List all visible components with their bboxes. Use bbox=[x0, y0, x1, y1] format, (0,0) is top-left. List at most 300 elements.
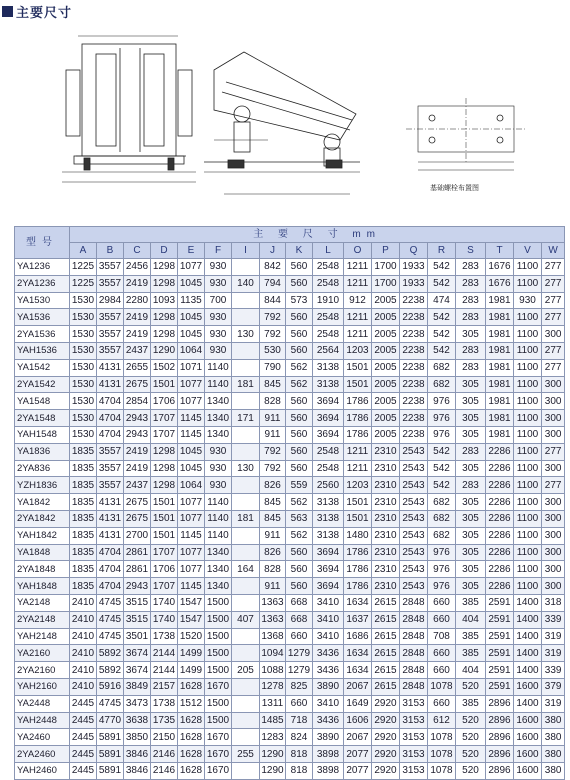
dimension-cell: 560 bbox=[286, 443, 313, 460]
dimension-cell: 1145 bbox=[178, 578, 205, 595]
dimension-cell: 283 bbox=[456, 342, 486, 359]
dimension-cell: 911 bbox=[260, 426, 286, 443]
dimension-cell: 2543 bbox=[400, 578, 428, 595]
dimension-cell: 2548 bbox=[313, 259, 344, 276]
column-header-l: L bbox=[313, 243, 344, 259]
dimension-cell: 560 bbox=[286, 393, 313, 410]
dimension-cell bbox=[232, 359, 260, 376]
dimension-cell: 660 bbox=[428, 594, 456, 611]
dimension-cell: 700 bbox=[205, 292, 232, 309]
column-header-j: J bbox=[260, 243, 286, 259]
table-row bbox=[15, 678, 565, 695]
dimension-cell: 1368 bbox=[260, 628, 286, 645]
table-row bbox=[15, 712, 565, 729]
dimension-cell: 682 bbox=[428, 376, 456, 393]
dimension-cell: 3436 bbox=[313, 712, 344, 729]
dimension-cell: 300 bbox=[542, 527, 565, 544]
dimension-cell: 1706 bbox=[151, 393, 178, 410]
dimension-cell: 912 bbox=[344, 292, 372, 309]
dimension-cell: 1100 bbox=[514, 393, 542, 410]
dimension-cell: 277 bbox=[542, 359, 565, 376]
dimension-cell: 1740 bbox=[151, 611, 178, 628]
dimension-cell: 2848 bbox=[400, 611, 428, 628]
dimension-cell: 560 bbox=[286, 578, 313, 595]
dimension-cell: 3850 bbox=[124, 729, 151, 746]
dimension-cell: 1547 bbox=[178, 611, 205, 628]
table-row bbox=[15, 359, 565, 376]
dimension-cell: 2543 bbox=[400, 443, 428, 460]
dimension-cell: 3436 bbox=[313, 662, 344, 679]
dimension-cell: 3694 bbox=[313, 393, 344, 410]
model-cell: YA2160 bbox=[15, 645, 70, 662]
dimension-cell: 1738 bbox=[151, 695, 178, 712]
table-row bbox=[15, 729, 565, 746]
dimension-cell: 300 bbox=[542, 561, 565, 578]
dimension-cell: 1400 bbox=[514, 594, 542, 611]
column-header-o: O bbox=[344, 243, 372, 259]
model-cell: 2YA2148 bbox=[15, 611, 70, 628]
dimension-cell: 560 bbox=[286, 342, 313, 359]
dimension-cell bbox=[232, 645, 260, 662]
table-row bbox=[15, 376, 565, 393]
dimension-cell: 1501 bbox=[151, 376, 178, 393]
dimension-cell: 305 bbox=[456, 527, 486, 544]
dimension-cell: 2005 bbox=[372, 309, 400, 326]
vibrating-screen-drawing bbox=[0, 22, 570, 222]
dimension-cell: 1530 bbox=[70, 326, 97, 343]
dimension-cell: 2445 bbox=[70, 729, 97, 746]
dimension-cell: 2615 bbox=[372, 662, 400, 679]
dimension-cell: 2146 bbox=[151, 746, 178, 763]
dimension-cell: 4745 bbox=[97, 695, 124, 712]
dimension-cell: 283 bbox=[456, 259, 486, 276]
dimension-cell: 2286 bbox=[486, 544, 514, 561]
dimension-cell: 2410 bbox=[70, 594, 97, 611]
dimension-cell: 1634 bbox=[344, 594, 372, 611]
dimension-cell: 3557 bbox=[97, 309, 124, 326]
dimension-cell: 2410 bbox=[70, 662, 97, 679]
dimension-cell: 1501 bbox=[151, 494, 178, 511]
dimension-cell: 828 bbox=[260, 393, 286, 410]
dimension-cell: 1649 bbox=[344, 695, 372, 712]
dimension-cell: 1064 bbox=[178, 342, 205, 359]
dimension-cell: 2861 bbox=[124, 561, 151, 578]
dimension-cell bbox=[232, 259, 260, 276]
dimension-cell: 1045 bbox=[178, 275, 205, 292]
dimension-cell: 1340 bbox=[205, 544, 232, 561]
dimension-cell: 283 bbox=[456, 275, 486, 292]
dimension-cell: 305 bbox=[456, 578, 486, 595]
dimension-cell: 2548 bbox=[313, 443, 344, 460]
dimension-cell: 2920 bbox=[372, 695, 400, 712]
dimension-cell: 542 bbox=[428, 259, 456, 276]
dimension-cell: 1706 bbox=[151, 561, 178, 578]
dimension-cell: 520 bbox=[456, 678, 486, 695]
dimension-cell: 3153 bbox=[400, 712, 428, 729]
dimension-cell: 277 bbox=[542, 259, 565, 276]
dimension-cell: 930 bbox=[205, 309, 232, 326]
dimension-cell: 2005 bbox=[372, 326, 400, 343]
dimension-cell: 3846 bbox=[124, 762, 151, 779]
model-cell: YAH2448 bbox=[15, 712, 70, 729]
dimension-cell: 140 bbox=[232, 275, 260, 292]
dimensions-table bbox=[14, 226, 565, 780]
dimension-cell: 3557 bbox=[97, 460, 124, 477]
dimension-cell: 976 bbox=[428, 544, 456, 561]
dimension-cell: 380 bbox=[542, 712, 565, 729]
dimension-cell: 1707 bbox=[151, 426, 178, 443]
dimension-cell: 560 bbox=[286, 259, 313, 276]
dimension-cell: 682 bbox=[428, 494, 456, 511]
dimension-cell: 305 bbox=[456, 460, 486, 477]
dimension-cell: 520 bbox=[456, 712, 486, 729]
dimension-cell: 339 bbox=[542, 611, 565, 628]
column-header-s: S bbox=[456, 243, 486, 259]
dimension-cell: 1340 bbox=[205, 426, 232, 443]
dimension-cell: 4131 bbox=[97, 494, 124, 511]
dimension-cell: 1045 bbox=[178, 460, 205, 477]
dimension-cell: 1400 bbox=[514, 645, 542, 662]
model-header: 型号 bbox=[15, 227, 70, 259]
dimension-cell: 1100 bbox=[514, 376, 542, 393]
dimension-cell: 1100 bbox=[514, 494, 542, 511]
dimension-cell: 1135 bbox=[178, 292, 205, 309]
dimension-cell: 1600 bbox=[514, 729, 542, 746]
dimension-cell: 2848 bbox=[400, 628, 428, 645]
dimension-cell: 1211 bbox=[344, 309, 372, 326]
dimension-cell: 3849 bbox=[124, 678, 151, 695]
dimension-cell: 2675 bbox=[124, 494, 151, 511]
dimension-cell: 1140 bbox=[205, 527, 232, 544]
dimension-cell: 2655 bbox=[124, 359, 151, 376]
dimension-cell: 2419 bbox=[124, 309, 151, 326]
dimension-cell: 792 bbox=[260, 326, 286, 343]
side-view bbox=[204, 52, 360, 194]
dimension-cell: 844 bbox=[260, 292, 286, 309]
model-cell: 2YA1548 bbox=[15, 410, 70, 427]
table-row bbox=[15, 275, 565, 292]
dimension-cell: 2005 bbox=[372, 376, 400, 393]
dimension-cell: 1480 bbox=[344, 527, 372, 544]
dimension-cell: 1100 bbox=[514, 527, 542, 544]
dimension-cell: 2920 bbox=[372, 746, 400, 763]
dimension-cell: 1211 bbox=[344, 443, 372, 460]
model-cell: YA1836 bbox=[15, 443, 70, 460]
dimension-cell: 911 bbox=[260, 578, 286, 595]
dimension-cell: 790 bbox=[260, 359, 286, 376]
dimension-cell: 2144 bbox=[151, 662, 178, 679]
dimension-cell: 560 bbox=[286, 326, 313, 343]
dimension-cell bbox=[232, 628, 260, 645]
dimension-cell bbox=[232, 762, 260, 779]
dimension-cell: 2848 bbox=[400, 645, 428, 662]
dimension-cell: 3898 bbox=[313, 762, 344, 779]
table-row bbox=[15, 259, 565, 276]
dimension-cell: 560 bbox=[286, 426, 313, 443]
dimension-cell: 668 bbox=[286, 594, 313, 611]
dimension-cell: 1628 bbox=[178, 729, 205, 746]
dimension-cell: 1283 bbox=[260, 729, 286, 746]
dimension-cell: 2005 bbox=[372, 342, 400, 359]
dimension-cell: 1145 bbox=[178, 426, 205, 443]
dimension-cell: 562 bbox=[286, 527, 313, 544]
table-row bbox=[15, 611, 565, 628]
dimension-cell: 3138 bbox=[313, 376, 344, 393]
dimension-cell: 682 bbox=[428, 527, 456, 544]
dimension-cell: 1686 bbox=[344, 628, 372, 645]
dimension-cell: 2410 bbox=[70, 678, 97, 695]
table-column-header-row bbox=[15, 243, 565, 259]
model-cell: YAH1548 bbox=[15, 426, 70, 443]
dimension-cell bbox=[232, 678, 260, 695]
dimension-cell: 1628 bbox=[178, 678, 205, 695]
dimension-cell: 1735 bbox=[151, 712, 178, 729]
dimension-cell: 563 bbox=[286, 510, 313, 527]
dimension-cell: 380 bbox=[542, 729, 565, 746]
dimension-cell: 1340 bbox=[205, 578, 232, 595]
dimension-cell: 305 bbox=[456, 376, 486, 393]
dimension-cell: 1670 bbox=[205, 746, 232, 763]
model-cell: YA2460 bbox=[15, 729, 70, 746]
dimension-cell: 300 bbox=[542, 426, 565, 443]
dimension-cell: 4131 bbox=[97, 527, 124, 544]
dimension-cell: 4131 bbox=[97, 510, 124, 527]
dimension-cell: 2310 bbox=[372, 477, 400, 494]
dimension-cell: 4704 bbox=[97, 393, 124, 410]
model-cell: YA1848 bbox=[15, 544, 70, 561]
dimension-cell: 2067 bbox=[344, 678, 372, 695]
dimension-cell: 2286 bbox=[486, 494, 514, 511]
dimension-cell: 1981 bbox=[486, 326, 514, 343]
dimension-cell: 3138 bbox=[313, 359, 344, 376]
dimension-cell: 520 bbox=[456, 746, 486, 763]
dimension-cell: 1298 bbox=[151, 309, 178, 326]
model-cell: YAH2460 bbox=[15, 762, 70, 779]
dimension-cell: 5892 bbox=[97, 645, 124, 662]
dimension-cell: 976 bbox=[428, 578, 456, 595]
dimension-cell: 3557 bbox=[97, 443, 124, 460]
dimension-cell: 1981 bbox=[486, 309, 514, 326]
dimension-cell: 1500 bbox=[205, 645, 232, 662]
dimension-cell: 1078 bbox=[428, 678, 456, 695]
dimension-cell: 181 bbox=[232, 510, 260, 527]
dimension-cell: 3410 bbox=[313, 628, 344, 645]
dimension-cell: 1634 bbox=[344, 662, 372, 679]
dimension-cell: 2848 bbox=[400, 662, 428, 679]
dimension-cell: 1093 bbox=[151, 292, 178, 309]
dimension-cell: 1628 bbox=[178, 746, 205, 763]
dimension-cell: 1502 bbox=[151, 359, 178, 376]
dimension-cell: 319 bbox=[542, 628, 565, 645]
dimension-cell: 2943 bbox=[124, 410, 151, 427]
column-header-c: C bbox=[124, 243, 151, 259]
model-cell: YA1542 bbox=[15, 359, 70, 376]
dimension-cell: 2410 bbox=[70, 628, 97, 645]
dimension-cell: 2896 bbox=[486, 712, 514, 729]
dimension-cell: 2146 bbox=[151, 762, 178, 779]
dimension-cell: 1500 bbox=[205, 695, 232, 712]
dimension-cell: 976 bbox=[428, 561, 456, 578]
dimension-cell: 1786 bbox=[344, 393, 372, 410]
table-row bbox=[15, 746, 565, 763]
dimension-cell: 1094 bbox=[260, 645, 286, 662]
dimension-cell: 2675 bbox=[124, 510, 151, 527]
dimension-cell: 3153 bbox=[400, 729, 428, 746]
dimension-cell: 1520 bbox=[178, 628, 205, 645]
dimension-cell: 1290 bbox=[260, 746, 286, 763]
page-header bbox=[2, 2, 72, 20]
dimension-cell: 1211 bbox=[344, 275, 372, 292]
dimension-cell: 1140 bbox=[205, 359, 232, 376]
dimension-cell: 2943 bbox=[124, 578, 151, 595]
model-cell: YA2148 bbox=[15, 594, 70, 611]
dimension-cell: 2310 bbox=[372, 561, 400, 578]
dimension-cell: 1501 bbox=[151, 527, 178, 544]
dimension-cell: 845 bbox=[260, 376, 286, 393]
dimension-cell: 682 bbox=[428, 510, 456, 527]
dimension-cell: 2310 bbox=[372, 578, 400, 595]
dimension-cell: 1981 bbox=[486, 359, 514, 376]
dimension-cell: 2548 bbox=[313, 460, 344, 477]
dimension-cell: 1676 bbox=[486, 259, 514, 276]
dimension-cell: 1211 bbox=[344, 326, 372, 343]
dimension-cell: 1278 bbox=[260, 678, 286, 695]
dimension-cell: 2419 bbox=[124, 460, 151, 477]
bolt-layout-caption: 基础螺栓布置图 bbox=[430, 184, 479, 192]
dimension-cell: 300 bbox=[542, 393, 565, 410]
table-row bbox=[15, 578, 565, 595]
table-row bbox=[15, 292, 565, 309]
dimension-cell: 1225 bbox=[70, 275, 97, 292]
dimension-cell: 660 bbox=[286, 628, 313, 645]
model-cell: 2YA836 bbox=[15, 460, 70, 477]
table-body bbox=[15, 259, 565, 780]
dimension-cell: 4131 bbox=[97, 359, 124, 376]
model-cell: YA1536 bbox=[15, 309, 70, 326]
dimension-cell bbox=[232, 544, 260, 561]
model-cell: 2YA1842 bbox=[15, 510, 70, 527]
dimension-cell: 3473 bbox=[124, 695, 151, 712]
dimension-cell: 930 bbox=[205, 259, 232, 276]
dimension-cell: 1140 bbox=[205, 376, 232, 393]
dimension-cell bbox=[232, 494, 260, 511]
dimension-cell: 3557 bbox=[97, 326, 124, 343]
dimension-cell: 1700 bbox=[372, 275, 400, 292]
dimension-cell: 542 bbox=[428, 326, 456, 343]
dimension-cell: 277 bbox=[542, 443, 565, 460]
dimension-cell: 718 bbox=[286, 712, 313, 729]
model-cell: YAH1536 bbox=[15, 342, 70, 359]
table-row bbox=[15, 510, 565, 527]
dimension-cell: 1933 bbox=[400, 275, 428, 292]
dimension-cell: 2150 bbox=[151, 729, 178, 746]
dimension-cell: 277 bbox=[542, 292, 565, 309]
dimension-cell: 1786 bbox=[344, 578, 372, 595]
dimension-cell: 2615 bbox=[372, 628, 400, 645]
dimension-cell: 283 bbox=[456, 359, 486, 376]
dimension-cell: 1340 bbox=[205, 410, 232, 427]
dimension-cell: 5891 bbox=[97, 729, 124, 746]
dimension-cell: 1298 bbox=[151, 259, 178, 276]
dimension-cell: 560 bbox=[286, 410, 313, 427]
dimension-cell: 385 bbox=[456, 695, 486, 712]
dimension-cell: 1100 bbox=[514, 544, 542, 561]
dimension-cell: 1078 bbox=[428, 729, 456, 746]
dimension-cell: 1077 bbox=[178, 494, 205, 511]
table-row bbox=[15, 544, 565, 561]
dimension-cell: 283 bbox=[456, 309, 486, 326]
dimension-cell: 560 bbox=[286, 460, 313, 477]
dimension-cell: 2543 bbox=[400, 561, 428, 578]
dimension-cell: 562 bbox=[286, 494, 313, 511]
dimension-cell: 300 bbox=[542, 460, 565, 477]
dimension-cell: 385 bbox=[456, 645, 486, 662]
dimension-cell: 824 bbox=[286, 729, 313, 746]
dimension-cell: 283 bbox=[456, 477, 486, 494]
dimension-cell: 1100 bbox=[514, 460, 542, 477]
dimension-cell bbox=[232, 342, 260, 359]
dimension-cell: 542 bbox=[428, 477, 456, 494]
dimension-cell: 2067 bbox=[344, 729, 372, 746]
dimension-cell: 1600 bbox=[514, 678, 542, 695]
dimension-cell: 542 bbox=[428, 342, 456, 359]
dimension-cell: 1290 bbox=[151, 342, 178, 359]
dimension-cell: 277 bbox=[542, 275, 565, 292]
dimension-cell: 2543 bbox=[400, 510, 428, 527]
dimension-cell: 3515 bbox=[124, 611, 151, 628]
dimension-cell: 2445 bbox=[70, 746, 97, 763]
dimension-cell: 1530 bbox=[70, 342, 97, 359]
dimension-cell: 2543 bbox=[400, 494, 428, 511]
column-header-t: T bbox=[486, 243, 514, 259]
dimension-cell: 560 bbox=[286, 561, 313, 578]
dimension-cell: 3557 bbox=[97, 342, 124, 359]
dimension-cell: 255 bbox=[232, 746, 260, 763]
dimension-cell: 2144 bbox=[151, 645, 178, 662]
dimension-cell: 1670 bbox=[205, 729, 232, 746]
dimension-cell: 2543 bbox=[400, 477, 428, 494]
dimension-cell: 1145 bbox=[178, 527, 205, 544]
dimension-cell: 2591 bbox=[486, 678, 514, 695]
dimension-cell: 305 bbox=[456, 544, 486, 561]
dimension-cell: 1786 bbox=[344, 561, 372, 578]
dimension-cell: 3638 bbox=[124, 712, 151, 729]
dimension-cell: 1600 bbox=[514, 746, 542, 763]
dimension-cell: 3153 bbox=[400, 762, 428, 779]
dimension-cell: 305 bbox=[456, 426, 486, 443]
dimension-cell: 2410 bbox=[70, 611, 97, 628]
dimension-cell: 2310 bbox=[372, 494, 400, 511]
column-header-w: W bbox=[542, 243, 565, 259]
dimension-cell: 3153 bbox=[400, 746, 428, 763]
dimension-cell: 2286 bbox=[486, 527, 514, 544]
model-cell: YA1236 bbox=[15, 259, 70, 276]
dimension-cell: 2591 bbox=[486, 628, 514, 645]
dimension-cell: 2548 bbox=[313, 275, 344, 292]
dimension-cell: 542 bbox=[428, 443, 456, 460]
dimension-cell: 3890 bbox=[313, 729, 344, 746]
dimension-cell: 1100 bbox=[514, 342, 542, 359]
dimension-cell: 130 bbox=[232, 460, 260, 477]
dimension-cell: 1290 bbox=[260, 762, 286, 779]
dimension-cell: 277 bbox=[542, 309, 565, 326]
dimension-cell: 2896 bbox=[486, 695, 514, 712]
dimension-cell: 520 bbox=[456, 729, 486, 746]
column-header-f: F bbox=[205, 243, 232, 259]
dimension-cell: 2920 bbox=[372, 729, 400, 746]
dimension-cell: 1835 bbox=[70, 477, 97, 494]
dimension-cell: 3138 bbox=[313, 527, 344, 544]
